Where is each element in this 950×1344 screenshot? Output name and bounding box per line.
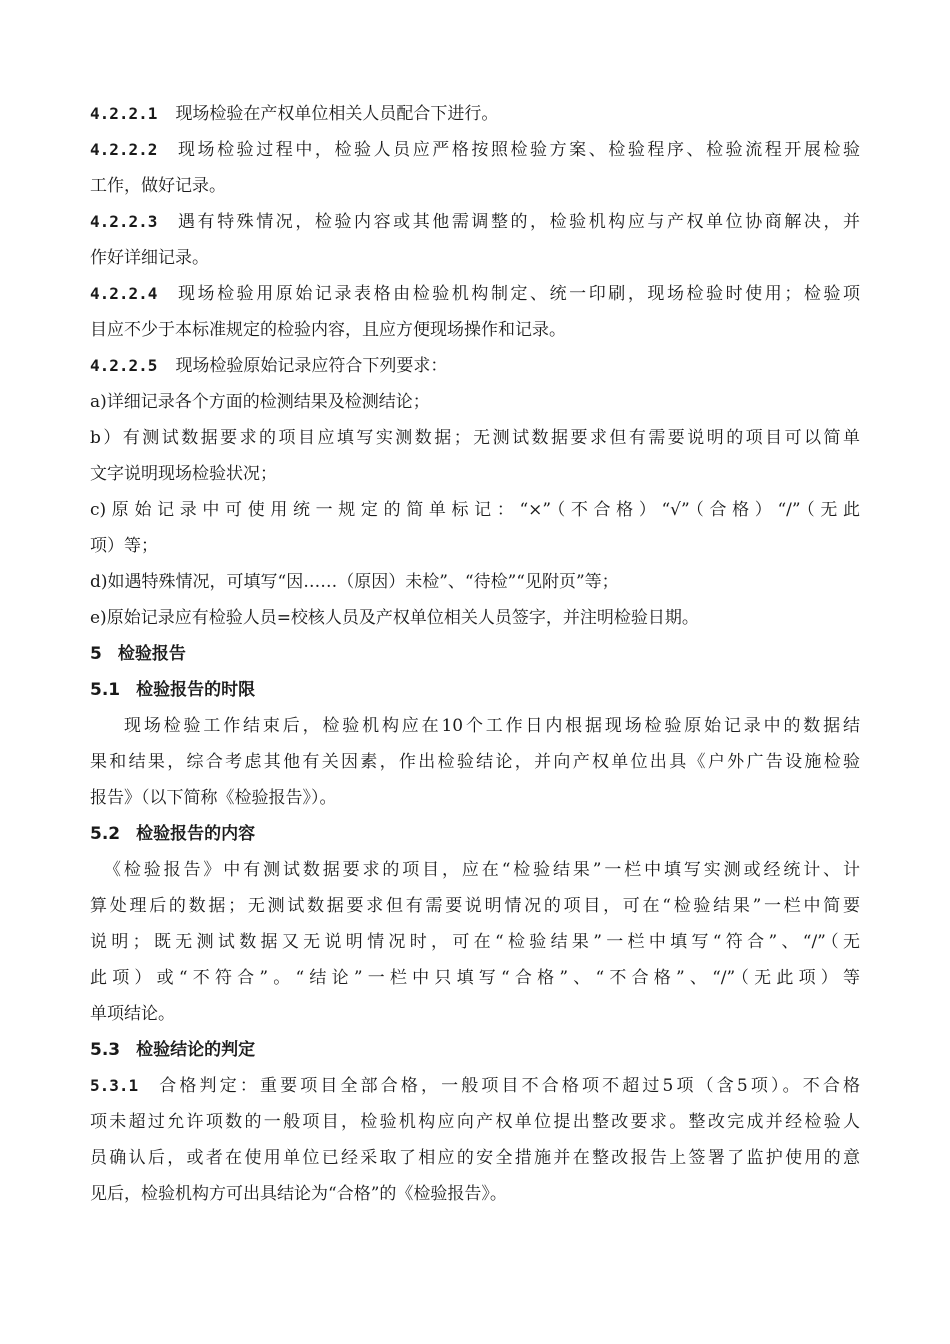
list-item-text: b）有测试数据要求的项目应填写实测数据；无测试数据要求但有需要说明的项目可以简单 [90,428,860,448]
section-number: 5 [90,644,102,664]
section-heading-5-3 [90,1032,860,1068]
clause-4-2-2-4 [90,276,860,312]
clause-4-2-2-3 [90,204,860,240]
clause-number: 5.3.1 [90,1076,139,1095]
clause-number: 4.2.2.1 [90,104,158,123]
clause-number: 4.2.2.4 [90,284,158,303]
paragraph-text: 单项结论。 [90,1004,175,1024]
clause-text: 员确认后，或者在使用单位已经采取了相应的安全措施并在整改报告上签署了监护使用的意 [90,1148,860,1168]
list-item-text: d)如遇特殊情况，可填写“因……（原因）未检”、“待检”“见附页”等； [90,572,619,592]
document-page [90,96,860,1212]
clause-text: 现场检验在产权单位相关人员配合下进行。 [175,104,499,124]
clause-5-3-1-line-2 [90,1104,860,1140]
clause-text: 工作，做好记录。 [90,176,226,196]
list-item-text: a)详细记录各个方面的检测结果及检测结论； [90,392,430,412]
clause-text: 项未超过允许项数的一般项目，检验机构应向产权单位提出整改要求。整改完成并经检验人 [90,1112,860,1132]
section-title: 检验报告 [117,644,186,664]
clause-text: 遇有特殊情况，检验内容或其他需调整的，检验机构应与产权单位协商解决，并 [175,212,860,232]
section-heading-5-1 [90,672,860,708]
clause-4-2-2-1 [90,96,860,132]
list-item-text: 文字说明现场检验状况； [90,464,277,484]
section-title: 检验报告的时限 [136,680,256,700]
clause-4-2-2-5 [90,348,860,384]
list-item-d [90,564,860,600]
list-item-c-cont [90,528,860,564]
clause-number: 4.2.2.5 [90,356,158,375]
paragraph-5-2-line-4 [90,960,860,996]
section-number: 5.3 [90,1040,121,1060]
list-item-a [90,384,860,420]
paragraph-5-1-line-3 [90,780,860,816]
list-item-text: 项）等； [90,536,158,556]
section-title: 检验结论的判定 [136,1040,256,1060]
clause-text: 现场检验过程中，检验人员应严格按照检验方案、检验程序、检验流程开展检验 [175,140,860,160]
section-heading-5 [90,636,860,672]
list-item-b [90,420,860,456]
paragraph-5-2-line-1 [90,852,860,888]
paragraph-text: 现场检验工作结束后，检验机构应在10个工作日内根据现场检验原始记录中的数据结 [124,716,860,736]
clause-4-2-2-2 [90,132,860,168]
paragraph-text: 报告》（以下简称《检验报告》）。 [90,788,337,808]
list-item-text: e)原始记录应有检验人员=校核人员及产权单位相关人员签字，并注明检验日期。 [90,608,699,628]
clause-4-2-2-2-cont [90,168,860,204]
list-item-e [90,600,860,636]
list-item-c [90,492,860,528]
clause-4-2-2-3-cont [90,240,860,276]
paragraph-text: 果和结果，综合考虑其他有关因素，作出检验结论，并向产权单位出具《户外广告设施检验 [90,752,860,772]
list-item-b-cont [90,456,860,492]
paragraph-text: 说明；既无测试数据又无说明情况时，可在“检验结果”一栏中填写“符合”、“/”（无 [90,932,860,952]
paragraph-text: 《检验报告》中有测试数据要求的项目，应在“检验结果”一栏中填写实测或经统计、计 [104,860,860,880]
clause-4-2-2-4-cont [90,312,860,348]
clause-5-3-1-line-3 [90,1140,860,1176]
clause-text: 见后，检验机构方可出具结论为“合格”的《检验报告》。 [90,1184,507,1204]
section-number: 5.2 [90,824,121,844]
clause-text: 作好详细记录。 [90,248,209,268]
paragraph-5-2-line-3 [90,924,860,960]
clause-number: 4.2.2.3 [90,212,158,231]
paragraph-text: 算处理后的数据；无测试数据要求但有需要说明情况的项目，可在“检验结果”一栏中简要 [90,896,860,916]
paragraph-text: 此项）或“不符合”。“结论”一栏中只填写“合格”、“不合格”、“/”（无此项）等 [90,968,860,988]
paragraph-5-1-line-2 [90,744,860,780]
clause-text: 合格判定：重要项目全部合格，一般项目不合格项不超过5项（含5项）。不合格 [156,1076,860,1096]
section-number: 5.1 [90,680,121,700]
paragraph-5-1-line-1 [90,708,860,744]
clause-text: 目应不少于本标准规定的检验内容，且应方便现场操作和记录。 [90,320,566,340]
clause-text: 现场检验用原始记录表格由检验机构制定、统一印刷，现场检验时使用；检验项 [175,284,860,304]
paragraph-5-2-line-5 [90,996,860,1032]
paragraph-5-2-line-2 [90,888,860,924]
clause-5-3-1 [90,1068,860,1104]
section-title: 检验报告的内容 [136,824,256,844]
section-heading-5-2 [90,816,860,852]
list-item-text: c)原始记录中可使用统一规定的简单标记：“×”（不合格）“√”（合格）“/”（无此 [90,500,860,520]
clause-text: 现场检验原始记录应符合下列要求： [175,356,448,376]
clause-5-3-1-line-4 [90,1176,860,1212]
clause-number: 4.2.2.2 [90,140,158,159]
